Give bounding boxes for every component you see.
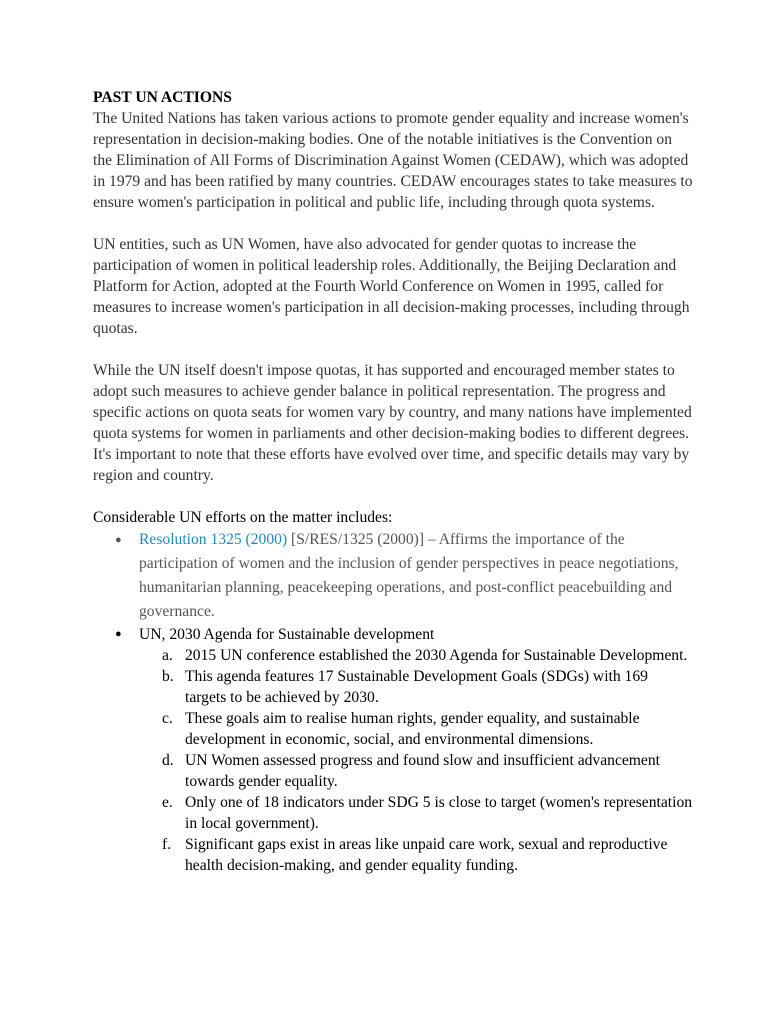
agenda-title: UN, 2030 Agenda for Sustainable development (139, 626, 435, 643)
bullet-icon: ● (115, 534, 122, 546)
document-page (93, 87, 693, 876)
list-item-agenda (93, 624, 693, 876)
paragraph-cedaw: The United Nations has taken various actions to promote gender equality and increase women's representation in decision-making bodies. One of the notable initiatives is the Convention on the Elimination of All Forms of Discrimination Against Women (CEDAW), which was adopted in 1979 and has been ratified by many countries. CEDAW encourages states to take measures to ensure women's participation in political and public life, including through quota systems. (93, 110, 693, 211)
list-letter: a. (162, 647, 173, 664)
list-item (139, 708, 693, 750)
list-letter: d. (162, 752, 174, 769)
resolution-description: [S/RES/1325 (2000)] – Affirms the importance of the participation of women and the inclusion of gender perspectives in peace negotiations, humanitarian planning, peacekeeping operations, and post-conflict peacebuilding and governance. (139, 531, 679, 620)
list-item-text: Significant gaps exist in areas like unpaid care work, sexual and reproductive health decision-making, and gender equality funding. (185, 836, 668, 874)
list-letter: e. (162, 794, 173, 811)
list-item-resolution (93, 528, 693, 624)
paragraph-quotas: While the UN itself doesn't impose quotas, it has supported and encouraged member states to adopt such measures to achieve gender balance in political representation. The progress and specific actions on quota seats for women vary by country, and many nations have implemented quota systems for women in parliaments and other decision-making bodies to different degrees. It's important to note that these efforts have evolved over time, and specific details may vary by region and country. (93, 362, 692, 484)
resolution-link[interactable]: Resolution 1325 (2000) (139, 531, 288, 548)
list-item-text: 2015 UN conference established the 2030 Agenda for Sustainable Development. (185, 647, 688, 664)
list-letter: b. (162, 668, 174, 685)
section-heading: PAST UN ACTIONS (93, 89, 232, 106)
list-item-text: Only one of 18 indicators under SDG 5 is close to target (women's representation in local government). (185, 794, 693, 832)
paragraph-un-women: UN entities, such as UN Women, have also advocated for gender quotas to increase the participation of women in political leadership roles. Additionally, the Beijing Declaration and Platform for Action, adopted at the Fourth World Conference on Women in 1995, called for measures to increase women's participation in all decision-making processes, including through quotas. (93, 236, 690, 337)
list-item-text: These goals aim to realise human rights, gender equality, and sustainable development in economic, social, and environmental dimensions. (185, 710, 640, 748)
efforts-list (93, 528, 693, 876)
agenda-sub-list (139, 645, 693, 876)
bullet-icon: ● (115, 628, 122, 640)
list-item (139, 750, 693, 792)
list-item (139, 792, 693, 834)
list-letter: c. (162, 710, 173, 727)
list-item (139, 834, 693, 876)
list-letter: f. (162, 836, 172, 853)
list-item-text: This agenda features 17 Sustainable Development Goals (SDGs) with 169 targets to be achieved by 2030. (185, 668, 648, 706)
list-item (139, 666, 693, 708)
efforts-intro: Considerable UN efforts on the matter includes: (93, 509, 393, 526)
list-item-text: UN Women assessed progress and found slow and insufficient advancement towards gender equality. (185, 752, 660, 790)
list-item (139, 645, 693, 666)
